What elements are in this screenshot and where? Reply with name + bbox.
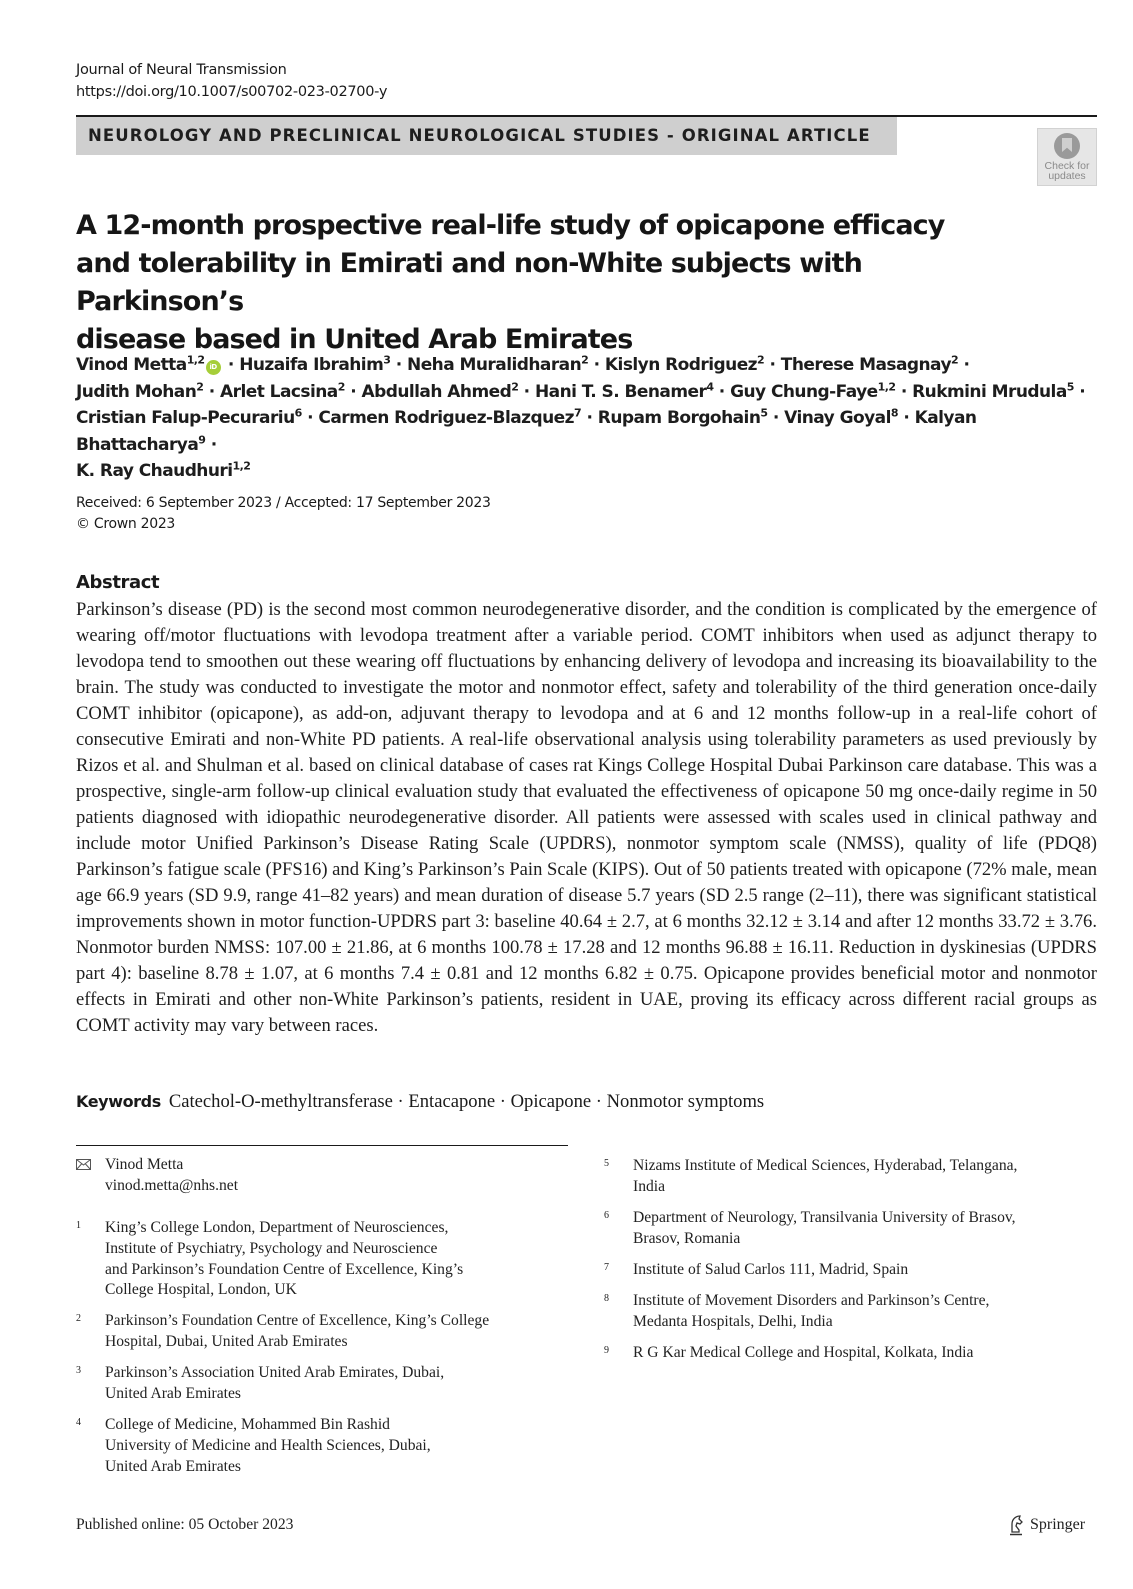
author-affiliation-marker: 8 (890, 406, 898, 420)
author-affiliation-marker: 5 (760, 406, 768, 420)
author-name: Guy Chung-Faye (730, 381, 878, 402)
abstract-text: Parkinson’s disease (PD) is the second most common neurodegenerative disorder, and the condition is complicated by the emergence of wearing off/motor fluctuations with levodopa treatment after a variable period. COMT inhibitors when used as adjunct therapy to levodopa tend to smoothen out these wearing off fluctuations by enhancing delivery of levodopa and increasing its bioavailability to the brain. The study was conducted to investigate the motor and nonmotor effect, safety and tolerability of the third generation once-daily COMT inhibitor (opicapone), as add-on, adjuvant therapy to levodopa and at 6 and 12 months follow-up in a real-life cohort of consecutive Emirati and non-White PD patients. A real-life observational analysis using tolerability parameters as used previously by Rizos et al. and Shulman et al. based on clinical database of cases rat Kings College Hospital Dubai Parkinson care database. This was a prospective, single-arm follow-up clinical evaluation study that evaluated the effectiveness of opicapone 50 mg once-daily regime in 50 patients diagnosed with idiopathic neurodegenerative disorder. All patients were assessed with scales used in clinical pathway and include motor Unified Parkinson’s Disease Rating Scale (UPDRS), nonmotor symptom scale (NMSS), quality of life (PDQ8) Parkinson’s fatigue scale (PFS16) and King’s Parkinson’s Pain Scale (KIPS). Out of 50 patients treated with opicapone (72% male, mean age 66.9 years (SD 9.9, range 41–82 years) and mean duration of disease 5.7 years (SD 2.5 range (2–11), there was significant statistical improvements shown in motor function-UPDRS part 3: baseline 40.64 ± 2.7, at 6 months 32.12 ± 3.14 and after 12 months 33.72 ± 3.76. Nonmotor burden NMSS: 107.00 ± 21.86, at 6 months 100.78 ± 17.28 and 12 months 96.88 ± 16.11. Reduction in dyskinesias (UPDRS part 4): baseline 8.78 ± 1.07, at 6 months 7.4 ± 0.81 and 12 months 6.82 ± 0.75. Opicapone provides beneficial motor and nonmotor effects in Emirati and other non-White Parkinson’s patients, resident in UAE, proving its efficacy across different racial groups as COMT activity may vary between races. (76, 599, 1097, 1036)
author[interactable] (220, 379, 345, 402)
section-band (76, 117, 897, 155)
author-name: Hani T. S. Benamer (534, 381, 707, 402)
affiliation-text: Parkinson’s Foundation Centre of Excellence, King’s College Hospital, Dubai, United Arab Emirates (105, 1312, 490, 1350)
orcid-icon[interactable]: iD (206, 360, 221, 375)
author-affiliation-marker: 1,2 (877, 379, 896, 393)
author-name: Vinod Metta (76, 355, 187, 375)
keywords (76, 1089, 764, 1115)
article-title (76, 207, 1036, 359)
footnote-rule (76, 1145, 568, 1146)
affiliation-text: College of Medicine, Mohammed Bin Rashid University of Medicine and Health Sciences, Dubai, United Arab Emirates (105, 1416, 431, 1475)
published-online-date: Published online: 05 October 2023 (76, 1516, 294, 1533)
author-affiliation-marker: 2 (337, 379, 345, 393)
received-accepted-dates: Received: 6 September 2023 / Accepted: 17 September 2023 (76, 495, 491, 511)
author-name: Rupam Borgohain (597, 408, 761, 428)
affiliation-number: 6 (604, 1210, 609, 1221)
author-list: Vinod Metta$^{1,2}$iD · Huzaifa Ibrahim$^3$ · Neha Muralidharan$^2$ · Kislyn Rodriguez$^2$ · Therese Masagnay$^2$ · Judith Mohan$^2$ · Arlet Lacsina$^2$ · Abdullah Ahmed$^2$ · Hani T. S. Benamer$^4$ · Guy Chung-Faye$^{1,2}$ · Rukmini Mrudula$^5$ · Cristian Falup-Pecurariu$^6$ · Carmen Rodriguez-Blazquez$^7$ · Rupam Borgohain$^5$ · Vinay Goyal$^8$ · Kalyan Bhattacharya$^9$ · K. Ray Chaudhuri$^{1,2}$ (76, 353, 1086, 481)
publisher-name: Springer (1030, 1516, 1086, 1533)
publisher-logo (1008, 1514, 1085, 1536)
affiliation-number: 5 (604, 1158, 609, 1169)
keywords-list: Catechol-O-methyltransferase · Entacapone · Opicapone · Nonmotor symptoms (168, 1091, 765, 1112)
article-dates (76, 493, 491, 535)
author[interactable] (76, 408, 302, 428)
corresponding-author-name: Vinod Metta (105, 1156, 184, 1173)
author-name: Rukmini Mrudula (912, 381, 1067, 402)
author-name: K. Ray Chaudhuri (76, 461, 233, 481)
author[interactable] (239, 355, 390, 375)
title-line: A 12-month prospective real-life study of opicapone efficacy (76, 210, 945, 241)
affiliation-text: R G Kar Medical College and Hospital, Kolkata, India (633, 1344, 974, 1361)
author-name: Kalyan Bhattacharya (76, 408, 977, 455)
author[interactable] (76, 379, 204, 402)
corresponding-author (105, 1155, 238, 1197)
author-name: Therese Masagnay (780, 355, 951, 375)
author-affiliation-marker: 1,2 (232, 459, 251, 473)
journal-name: Journal of Neural Transmission (76, 62, 287, 78)
author[interactable] (730, 379, 896, 402)
affiliation-number: 3 (76, 1365, 81, 1376)
author-name: Kislyn Rodriguez (604, 355, 758, 375)
check-for-updates-button[interactable] (1037, 128, 1097, 186)
author-affiliation-marker: 5 (1066, 379, 1074, 393)
author-affiliation-marker: 7 (574, 406, 582, 420)
author[interactable] (598, 408, 768, 428)
author-affiliation-marker: 1,2 (186, 353, 205, 367)
author[interactable] (407, 355, 588, 375)
check-updates-label: Check for updates (1044, 160, 1090, 182)
author[interactable] (76, 461, 250, 481)
author[interactable] (534, 379, 714, 402)
affiliation-text: King’s College London, Department of Neurosciences, Institute of Psychiatry, Psychology and Neuroscience and Parkinson’s Foundation Centre of Excellence, King’s College Hospital, London, UK (105, 1219, 464, 1299)
author-affiliation-marker: 2 (511, 379, 519, 393)
affiliation-number: 7 (604, 1262, 609, 1273)
envelope-icon (76, 1159, 91, 1170)
copyright: © Crown 2023 (76, 516, 176, 532)
author-affiliation-marker: 2 (757, 353, 765, 367)
author-name: Cristian Falup-Pecurariu (76, 408, 295, 428)
author-affiliation-marker: 9 (198, 432, 206, 446)
journal-header (76, 59, 387, 103)
author-affiliation-marker: 2 (581, 353, 589, 367)
affiliation-number: 1 (76, 1220, 81, 1231)
corresponding-author-email[interactable]: vinod.metta@nhs.net (105, 1176, 239, 1194)
article-section-label: NEUROLOGY AND PRECLINICAL NEUROLOGICAL STUDIES - ORIGINAL ARTICLE (88, 126, 871, 145)
author[interactable] (318, 408, 581, 428)
author-affiliation-marker: 3 (383, 353, 391, 367)
author-name: Abdullah Ahmed (361, 381, 512, 402)
author[interactable] (912, 379, 1074, 402)
affiliation-text: Institute of Salud Carlos 111, Madrid, Spain (633, 1261, 909, 1278)
author[interactable] (361, 379, 519, 402)
bookmark-icon (1054, 133, 1080, 159)
keywords-label: Keywords (76, 1092, 161, 1111)
title-line: disease based in United Arab Emirates (76, 324, 633, 355)
author-name: Judith Mohan (76, 381, 197, 402)
abstract-heading: Abstract (76, 572, 160, 593)
author-name: Huzaifa Ibrahim (239, 355, 384, 375)
author-name: Neha Muralidharan (407, 355, 582, 375)
author-affiliation-marker: 6 (294, 406, 302, 420)
author-affiliation-marker: 2 (196, 379, 204, 393)
author[interactable] (76, 355, 223, 375)
affiliation-number: 2 (76, 1313, 81, 1324)
doi-link[interactable]: https://doi.org/10.1007/s00702-023-02700-y (76, 84, 388, 100)
affiliation-number: 9 (604, 1345, 609, 1356)
author[interactable] (781, 355, 958, 375)
affiliation-text: Parkinson’s Association United Arab Emirates, Dubai, United Arab Emirates (105, 1364, 445, 1402)
affiliation-text: Nizams Institute of Medical Sciences, Hyderabad, Telangana, India (633, 1157, 1018, 1195)
title-line: and tolerability in Emirati and non-White subjects with Parkinson’s (76, 248, 862, 317)
affiliation-number: 8 (604, 1293, 609, 1304)
author[interactable] (605, 355, 764, 375)
author-affiliation-marker: 4 (706, 379, 714, 393)
springer-horse-icon (1008, 1514, 1026, 1536)
author-name: Carmen Rodriguez-Blazquez (318, 408, 575, 428)
author-name: Vinay Goyal (784, 408, 891, 428)
author-affiliation-marker: 2 (951, 353, 959, 367)
affiliation-text: Institute of Movement Disorders and Parkinson’s Centre, Medanta Hospitals, Delhi, India (633, 1292, 990, 1330)
affiliation-number: 4 (76, 1417, 81, 1428)
author[interactable] (784, 408, 898, 428)
affiliation-text: Department of Neurology, Transilvania University of Brasov, Brasov, Romania (633, 1209, 1016, 1247)
author-name: Arlet Lacsina (220, 381, 338, 402)
